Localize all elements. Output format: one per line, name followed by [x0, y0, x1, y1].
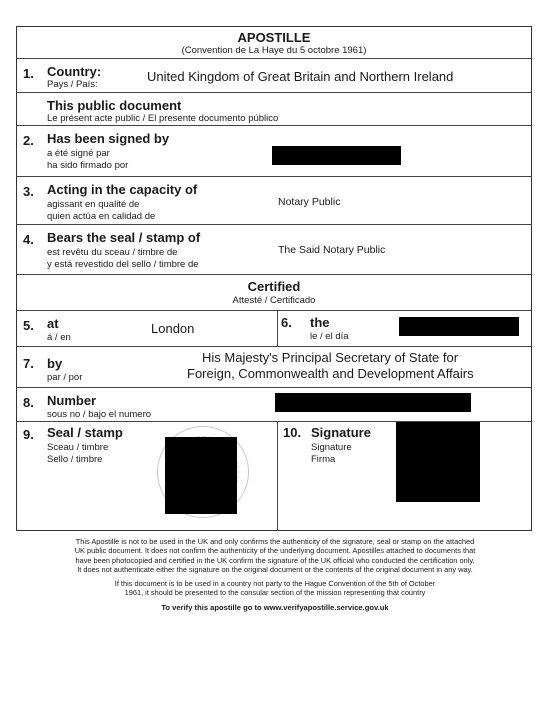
- field-number: 1.: [23, 66, 34, 81]
- signature-sublabel-es: Firma: [311, 454, 336, 465]
- date-sublabel: le / el día: [310, 331, 349, 342]
- disclaimer-line: have been photocopied and certified in the UK confirm the signature of the UK official who conducted the certification only.: [75, 555, 475, 565]
- document-title: APOSTILLE: [237, 30, 311, 45]
- verify-link[interactable]: To verify this apostille go to www.verifyapostille.service.gov.uk: [161, 603, 389, 612]
- seal-bearer-label: Bears the seal / stamp of: [47, 230, 201, 245]
- place-date-row: [17, 311, 531, 347]
- certified-sublabel: Attesté / Certificado: [232, 295, 316, 306]
- capacity-value: Notary Public: [278, 196, 341, 208]
- disclaimer-line: It does not authenticate either the signature on the original document or the contents of the original document in any way.: [77, 565, 473, 575]
- field-number: 9.: [23, 427, 34, 442]
- seal-bearer-value: The Said Notary Public: [278, 244, 386, 256]
- capacity-sublabel-es: quien actúa en calidad de: [47, 211, 156, 222]
- field-number: 3.: [23, 184, 34, 199]
- capacity-sublabel-fr: agissant en qualité de: [47, 199, 140, 210]
- issuer-row: [17, 347, 531, 388]
- signature-label: Signature: [311, 425, 371, 440]
- field-number: 5.: [23, 318, 34, 333]
- by-sublabel: par / por: [47, 372, 83, 383]
- signed-by-sublabel-es: ha sido firmado por: [47, 160, 129, 171]
- signed-by-label: Has been signed by: [47, 131, 170, 146]
- number-sublabel: sous no / bajo el numero: [47, 409, 152, 420]
- field-number: 2.: [23, 133, 34, 148]
- signature-sublabel-fr: Signature: [311, 442, 352, 453]
- apostille-certificate: [16, 26, 532, 531]
- stamp-sublabel-es: Sello / timbre: [47, 454, 103, 465]
- public-document-row: [17, 93, 531, 126]
- public-document-label: This public document: [47, 98, 182, 113]
- number-redaction: [275, 393, 471, 412]
- country-row: [17, 59, 531, 93]
- divider: [277, 422, 278, 531]
- disclaimer-line: This Apostille is not to be used in the UK and only confirms the authenticity of the signature, seal or stamp on the attached: [75, 537, 475, 546]
- disclaimer-paragraph: [50, 537, 500, 575]
- country-sublabel: Pays / País:: [47, 79, 98, 90]
- date-redaction: [399, 317, 519, 336]
- divider: [277, 311, 278, 347]
- number-row: [17, 388, 531, 422]
- disclaimer-line: UK public document. It does not confirm the authenticity of the underlying document. Apostilles attached to documents that: [74, 546, 476, 556]
- by-label: by: [47, 356, 63, 371]
- field-number: 8.: [23, 395, 34, 410]
- signed-by-row: [17, 126, 531, 177]
- header-row: [17, 27, 531, 59]
- seal-signature-row: [17, 422, 531, 531]
- place-value: London: [151, 321, 195, 336]
- signer-name-redaction: [272, 146, 401, 165]
- certified-label: Certified: [247, 279, 301, 294]
- field-number: 6.: [281, 315, 292, 330]
- issuer-line-1: His Majesty's Principal Secretary of State for: [202, 350, 459, 365]
- country-value: United Kingdom of Great Britain and Northern Ireland: [147, 69, 454, 84]
- country-label: Country:: [47, 64, 102, 79]
- field-number: 4.: [23, 232, 34, 247]
- certified-row: [17, 275, 531, 311]
- capacity-label: Acting in the capacity of: [47, 182, 198, 197]
- stamp-redaction: [165, 437, 237, 514]
- at-sublabel: á / en: [47, 332, 71, 343]
- number-label: Number: [47, 393, 97, 408]
- capacity-row: [17, 177, 531, 225]
- date-label: the: [310, 315, 330, 330]
- seal-bearer-row: [17, 225, 531, 275]
- hague-note-line: If this document is to be used in a country not party to the Hague Convention of the 5th of October: [114, 579, 436, 588]
- document-subtitle: (Convention de La Haye du 5 octobre 1961): [181, 45, 367, 56]
- public-document-sublabel: Le présent acte public / El presente documento público: [47, 113, 279, 124]
- field-number: 10.: [283, 425, 302, 440]
- at-label: at: [47, 316, 59, 331]
- seal-bearer-sublabel-es: y está revestido del sello / timbre de: [47, 259, 199, 270]
- signature-redaction: [396, 422, 480, 502]
- field-number: 7.: [23, 356, 34, 371]
- seal-bearer-sublabel-fr: est revêtu du sceau / timbre de: [47, 247, 178, 258]
- hague-note-line: 1961, it should be presented to the consular section of the mission representing that country: [124, 588, 426, 598]
- issuer-line-2: Foreign, Commonwealth and Development Affairs: [187, 366, 474, 381]
- hague-note-paragraph: [50, 579, 500, 598]
- signed-by-sublabel-fr: a été signé par: [47, 148, 110, 159]
- stamp-sublabel-fr: Sceau / timbre: [47, 442, 109, 453]
- stamp-label: Seal / stamp: [47, 425, 123, 440]
